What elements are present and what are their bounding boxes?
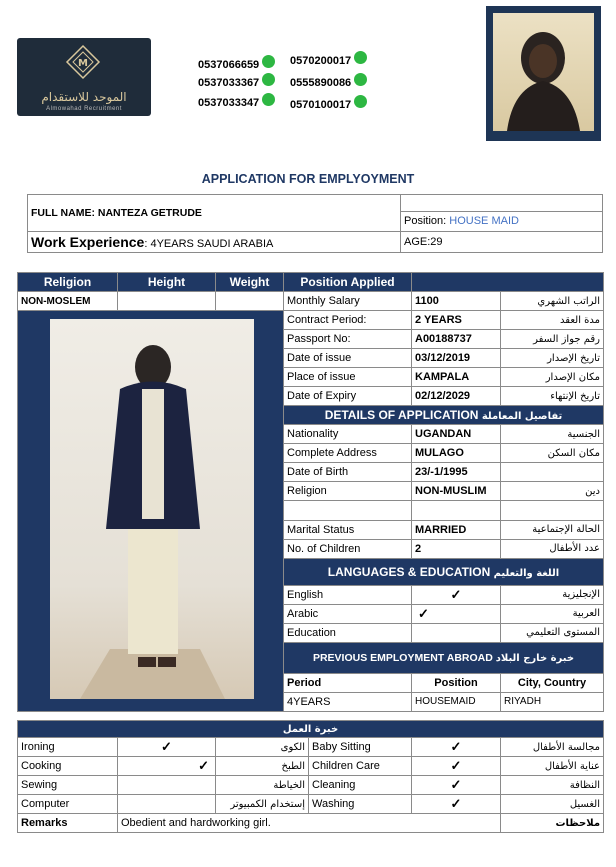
detail-value: NON-MUSLIM <box>412 482 501 501</box>
detail-arabic: مكان السكن <box>501 444 604 463</box>
contract-label: Date of Expiry <box>284 387 412 406</box>
period-column-header: Period <box>284 673 412 692</box>
phone-right-2: 0555890086 <box>290 73 367 89</box>
language-label: Arabic <box>284 604 412 623</box>
detail-value: 23/-1/1995 <box>412 463 501 482</box>
skill-arabic: عناية الأطفال <box>501 757 604 776</box>
prev-city: RIYADH <box>501 692 604 711</box>
phone-right-1: 0570200017 <box>290 51 367 67</box>
skill-label: Cleaning <box>309 776 412 795</box>
language-arabic: المستوى التعليمي <box>501 623 604 642</box>
remarks-arabic: ملاحظات <box>501 814 604 833</box>
contract-label: Monthly Salary <box>284 292 412 311</box>
position-applied-header: Position Applied <box>284 273 412 292</box>
work-experience: Work Experience: 4YEARS SAUDI ARABIA <box>28 232 401 253</box>
religion-value: NON-MOSLEM <box>18 292 118 311</box>
weight-header: Weight <box>216 273 284 292</box>
skill-label: Ironing <box>18 738 118 757</box>
whatsapp-icon <box>262 73 275 86</box>
phone-left-3: 0537033347 <box>198 93 275 109</box>
phone-right-3: 0570100017 <box>290 95 367 111</box>
skill-arabic: الطبخ <box>216 757 309 776</box>
phone-left-1: 0537066659 <box>198 55 275 71</box>
detail-arabic: الجنسية <box>501 425 604 444</box>
contract-value: 02/12/2029 <box>412 387 501 406</box>
contract-label: Place of issue <box>284 368 412 387</box>
detail-arabic: دين <box>501 482 604 501</box>
check-icon: ✓ <box>412 738 501 757</box>
detail-value: MARRIED <box>412 520 501 539</box>
skill-arabic: النظافة <box>501 776 604 795</box>
prev-period: 4YEARS <box>284 692 412 711</box>
skill-label: Children Care <box>309 757 412 776</box>
contract-value: 03/12/2019 <box>412 349 501 368</box>
detail-value: UGANDAN <box>412 425 501 444</box>
language-arabic: العربية <box>501 604 604 623</box>
skill-arabic: الخياطة <box>216 776 309 795</box>
detail-value: 2 <box>412 539 501 558</box>
check-icon: ✓ <box>412 604 501 623</box>
remarks-label: Remarks <box>18 814 118 833</box>
company-logo <box>17 38 151 116</box>
detail-arabic <box>501 463 604 482</box>
detail-arabic: عدد الأطفال <box>501 539 604 558</box>
city-column-header: City, Country <box>501 673 604 692</box>
contract-label: Contract Period: <box>284 311 412 330</box>
whatsapp-icon <box>354 73 367 86</box>
contract-value: A00188737 <box>412 330 501 349</box>
skill-label: Sewing <box>18 776 118 795</box>
page-title: APPLICATION FOR EMPLYOYMENT <box>201 172 415 186</box>
whatsapp-icon <box>354 95 367 108</box>
language-label: English <box>284 585 412 604</box>
detail-label: Marital Status <box>284 520 412 539</box>
skill-arabic: الكوى <box>216 738 309 757</box>
language-arabic: الإنجليزية <box>501 585 604 604</box>
position-cell: Position: HOUSE MAID <box>401 211 603 231</box>
contract-label: Date of issue <box>284 349 412 368</box>
portrait-photo <box>493 13 594 131</box>
full-body-photo <box>50 319 254 699</box>
full-body-photo-frame <box>18 311 284 712</box>
svg-text:M: M <box>78 58 88 69</box>
whatsapp-icon <box>262 55 275 68</box>
check-icon: ✓ <box>118 757 216 776</box>
prev-position: HOUSEMAID <box>412 692 501 711</box>
age: AGE:29 <box>401 232 603 253</box>
contract-value: 2 YEARS <box>412 311 501 330</box>
skill-arabic: الغسيل <box>501 795 604 814</box>
contract-arabic: تاريخ الإصدار <box>501 349 604 368</box>
contract-arabic: تاريخ الإنتهاء <box>501 387 604 406</box>
logo-mark-icon <box>65 44 101 80</box>
phone-left-2: 0537033367 <box>198 73 275 89</box>
whatsapp-icon <box>262 93 275 106</box>
detail-label: Complete Address <box>284 444 412 463</box>
skill-label: Baby Sitting <box>309 738 412 757</box>
skill-label: Computer <box>18 795 118 814</box>
details-header: DETAILS OF APPLICATION تفاصيل المعاملة <box>284 406 604 425</box>
check-icon: ✓ <box>412 757 501 776</box>
skills-header: خبرة العمل <box>18 721 604 738</box>
detail-label: Religion <box>284 482 412 501</box>
detail-value: MULAGO <box>412 444 501 463</box>
previous-employment-header: PREVIOUS EMPLOYMENT ABROAD خبرة خارج البلاد <box>284 642 604 673</box>
contract-value: 1100 <box>412 292 501 311</box>
logo-english-text: Almowahad Recruitment <box>46 106 122 112</box>
check-icon: ✓ <box>118 738 216 757</box>
applicant-header-table <box>27 194 603 253</box>
detail-label: Date of Birth <box>284 463 412 482</box>
religion-header: Religion <box>18 273 118 292</box>
whatsapp-icon <box>354 51 367 64</box>
height-header: Height <box>118 273 216 292</box>
remarks-value: Obedient and hardworking girl. <box>118 814 501 833</box>
check-icon: ✓ <box>412 795 501 814</box>
language-label: Education <box>284 623 412 642</box>
languages-header: LANGUAGES & EDUCATION اللغة والتعليم <box>284 558 604 585</box>
check-icon: ✓ <box>412 776 501 795</box>
skill-label: Cooking <box>18 757 118 776</box>
skill-arabic: إستخدام الكمبيوتر <box>216 795 309 814</box>
contract-arabic: مكان الإصدار <box>501 368 604 387</box>
portrait-photo-frame <box>486 6 601 141</box>
detail-label: Nationality <box>284 425 412 444</box>
position-column-header: Position <box>412 673 501 692</box>
main-application-table <box>17 272 604 712</box>
contract-arabic: مدة العقد <box>501 311 604 330</box>
check-icon: ✓ <box>412 585 501 604</box>
position-value: HOUSE MAID <box>449 215 519 228</box>
full-name: FULL NAME: NANTEZA GETRUDE <box>28 195 401 232</box>
detail-label: No. of Children <box>284 539 412 558</box>
skill-arabic: مجالسة الأطفال <box>501 738 604 757</box>
contract-label: Passport No: <box>284 330 412 349</box>
logo-arabic-text: الموحد للاستقدام <box>41 90 127 104</box>
contract-arabic: الراتب الشهري <box>501 292 604 311</box>
contract-arabic: رقم جواز السفر <box>501 330 604 349</box>
skill-label: Washing <box>309 795 412 814</box>
skills-table <box>17 720 604 833</box>
contract-value: KAMPALA <box>412 368 501 387</box>
detail-arabic: الحالة الإجتماعية <box>501 520 604 539</box>
